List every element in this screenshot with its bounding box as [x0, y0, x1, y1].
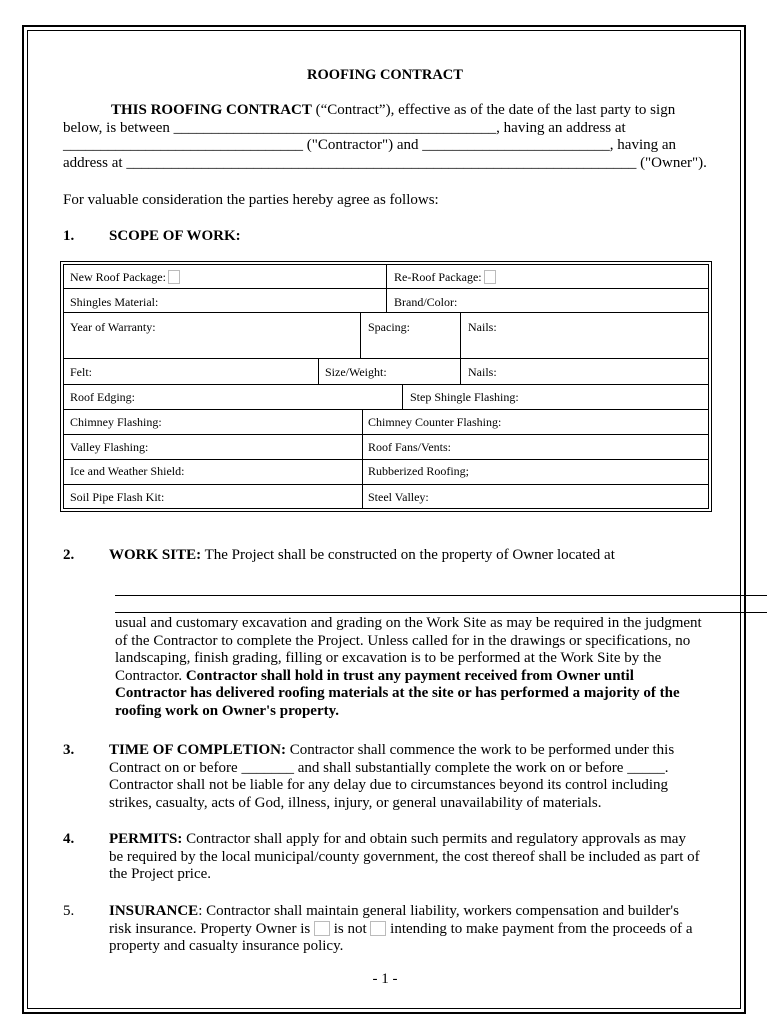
steel-valley-label: Steel Valley: [368, 490, 429, 504]
section3: 3. TIME OF COMPLETION: Contractor shall commence the work to be performed under this Contract on or before _______ and shall substantially complete the work on or before _____. Contractor shall not be liable for any delay due to circumstances beyond its control including strikes, casualty, acts of God, illness, injury, or general unavailability of materials. [63, 742, 675, 811]
section2-lead: 2. WORK SITE: The Project shall be constructed on the property of Owner located at [63, 547, 615, 563]
chimney-flashing-label: Chimney Flashing: [70, 415, 162, 429]
new-roof-package-field: New Roof Package: [70, 270, 180, 284]
chimney-counter-flashing-label: Chimney Counter Flashing: [368, 415, 502, 429]
re-roof-package-checkbox[interactable] [484, 270, 496, 284]
nails-label-2: Nails: [468, 365, 497, 379]
section4-heading: PERMITS: [109, 831, 183, 847]
page-number: - 1 - [372, 971, 398, 987]
re-roof-package-field: Re-Roof Package: [394, 270, 496, 284]
intro-lead: THIS ROOFING CONTRACT [111, 102, 312, 118]
spacing-label: Spacing: [368, 320, 410, 334]
intro-paragraph: THIS ROOFING CONTRACT (“Contract”), effective as of the date of the last party to sign below, is between ___________________________________________, having an address at ________________________________ ("Contractor") and _________________________, having an address at ____________________________________________________________________ ("Owner"). [63, 102, 707, 171]
ice-weather-shield-label: Ice and Weather Shield: [70, 464, 185, 478]
brand-color-label: Brand/Color: [394, 295, 458, 309]
nails-label-1: Nails: [468, 320, 497, 334]
work-site-address-line-1[interactable] [115, 595, 767, 596]
owner-is-checkbox[interactable] [314, 921, 330, 936]
step-shingle-flashing-label: Step Shingle Flashing: [410, 390, 519, 404]
size-weight-label: Size/Weight: [325, 365, 387, 379]
section5: 5. INSURANCE: Contractor shall maintain general liability, workers compensation and builder's risk insurance. Property Owner is is not intending to make payment from the proceeds of a property and casualty insurance policy. [63, 903, 693, 954]
valley-flashing-label: Valley Flashing: [70, 440, 149, 454]
work-site-address-line-2[interactable] [115, 612, 767, 613]
owner-is-not-checkbox[interactable] [370, 921, 386, 936]
year-of-warranty-label: Year of Warranty: [70, 320, 156, 334]
shingles-material-label: Shingles Material: [70, 295, 159, 309]
owner-address-blank[interactable]: ____________________________________________________________________ [126, 154, 637, 171]
new-roof-package-checkbox[interactable] [168, 270, 180, 284]
document-title: ROOFING CONTRACT [307, 67, 463, 83]
rubberized-roofing-label: Rubberized Roofing; [368, 464, 469, 478]
roof-fans-vents-label: Roof Fans/Vents: [368, 440, 452, 454]
felt-label: Felt: [70, 365, 93, 379]
owner-name-blank[interactable]: _________________________ [422, 137, 610, 153]
section2-body: usual and customary excavation and grading on the Work Site as may be required in the judgment of the Contractor to complete the Project. Unless called for in the drawings or specifications, no landscaping, finish grading, filling or excavation is to be performed at the Work Site by the Contractor. Contractor shall hold in trust any payment received from Owner until Contractor has delivered roofing materials at the site or has performed a majority of the roofing work on Owner's property. [115, 615, 702, 719]
section3-heading: TIME OF COMPLETION: [109, 742, 286, 758]
soil-pipe-flash-kit-label: Soil Pipe Flash Kit: [70, 490, 165, 504]
section1-heading: 1. SCOPE OF WORK: [63, 228, 241, 244]
section4: 4. PERMITS: Contractor shall apply for and obtain such permits and regulatory approvals as may be required by the local municipal/county government, the cost thereof shall be included as part of the Project price. [63, 831, 700, 882]
contractor-address-blank[interactable]: ________________________________ [63, 137, 303, 153]
consideration-text: For valuable consideration the parties hereby agree as follows: [63, 192, 439, 208]
section5-heading: INSURANCE [109, 903, 199, 919]
contractor-name-blank[interactable]: ___________________________________________ [173, 119, 497, 136]
roof-edging-label: Roof Edging: [70, 390, 135, 404]
